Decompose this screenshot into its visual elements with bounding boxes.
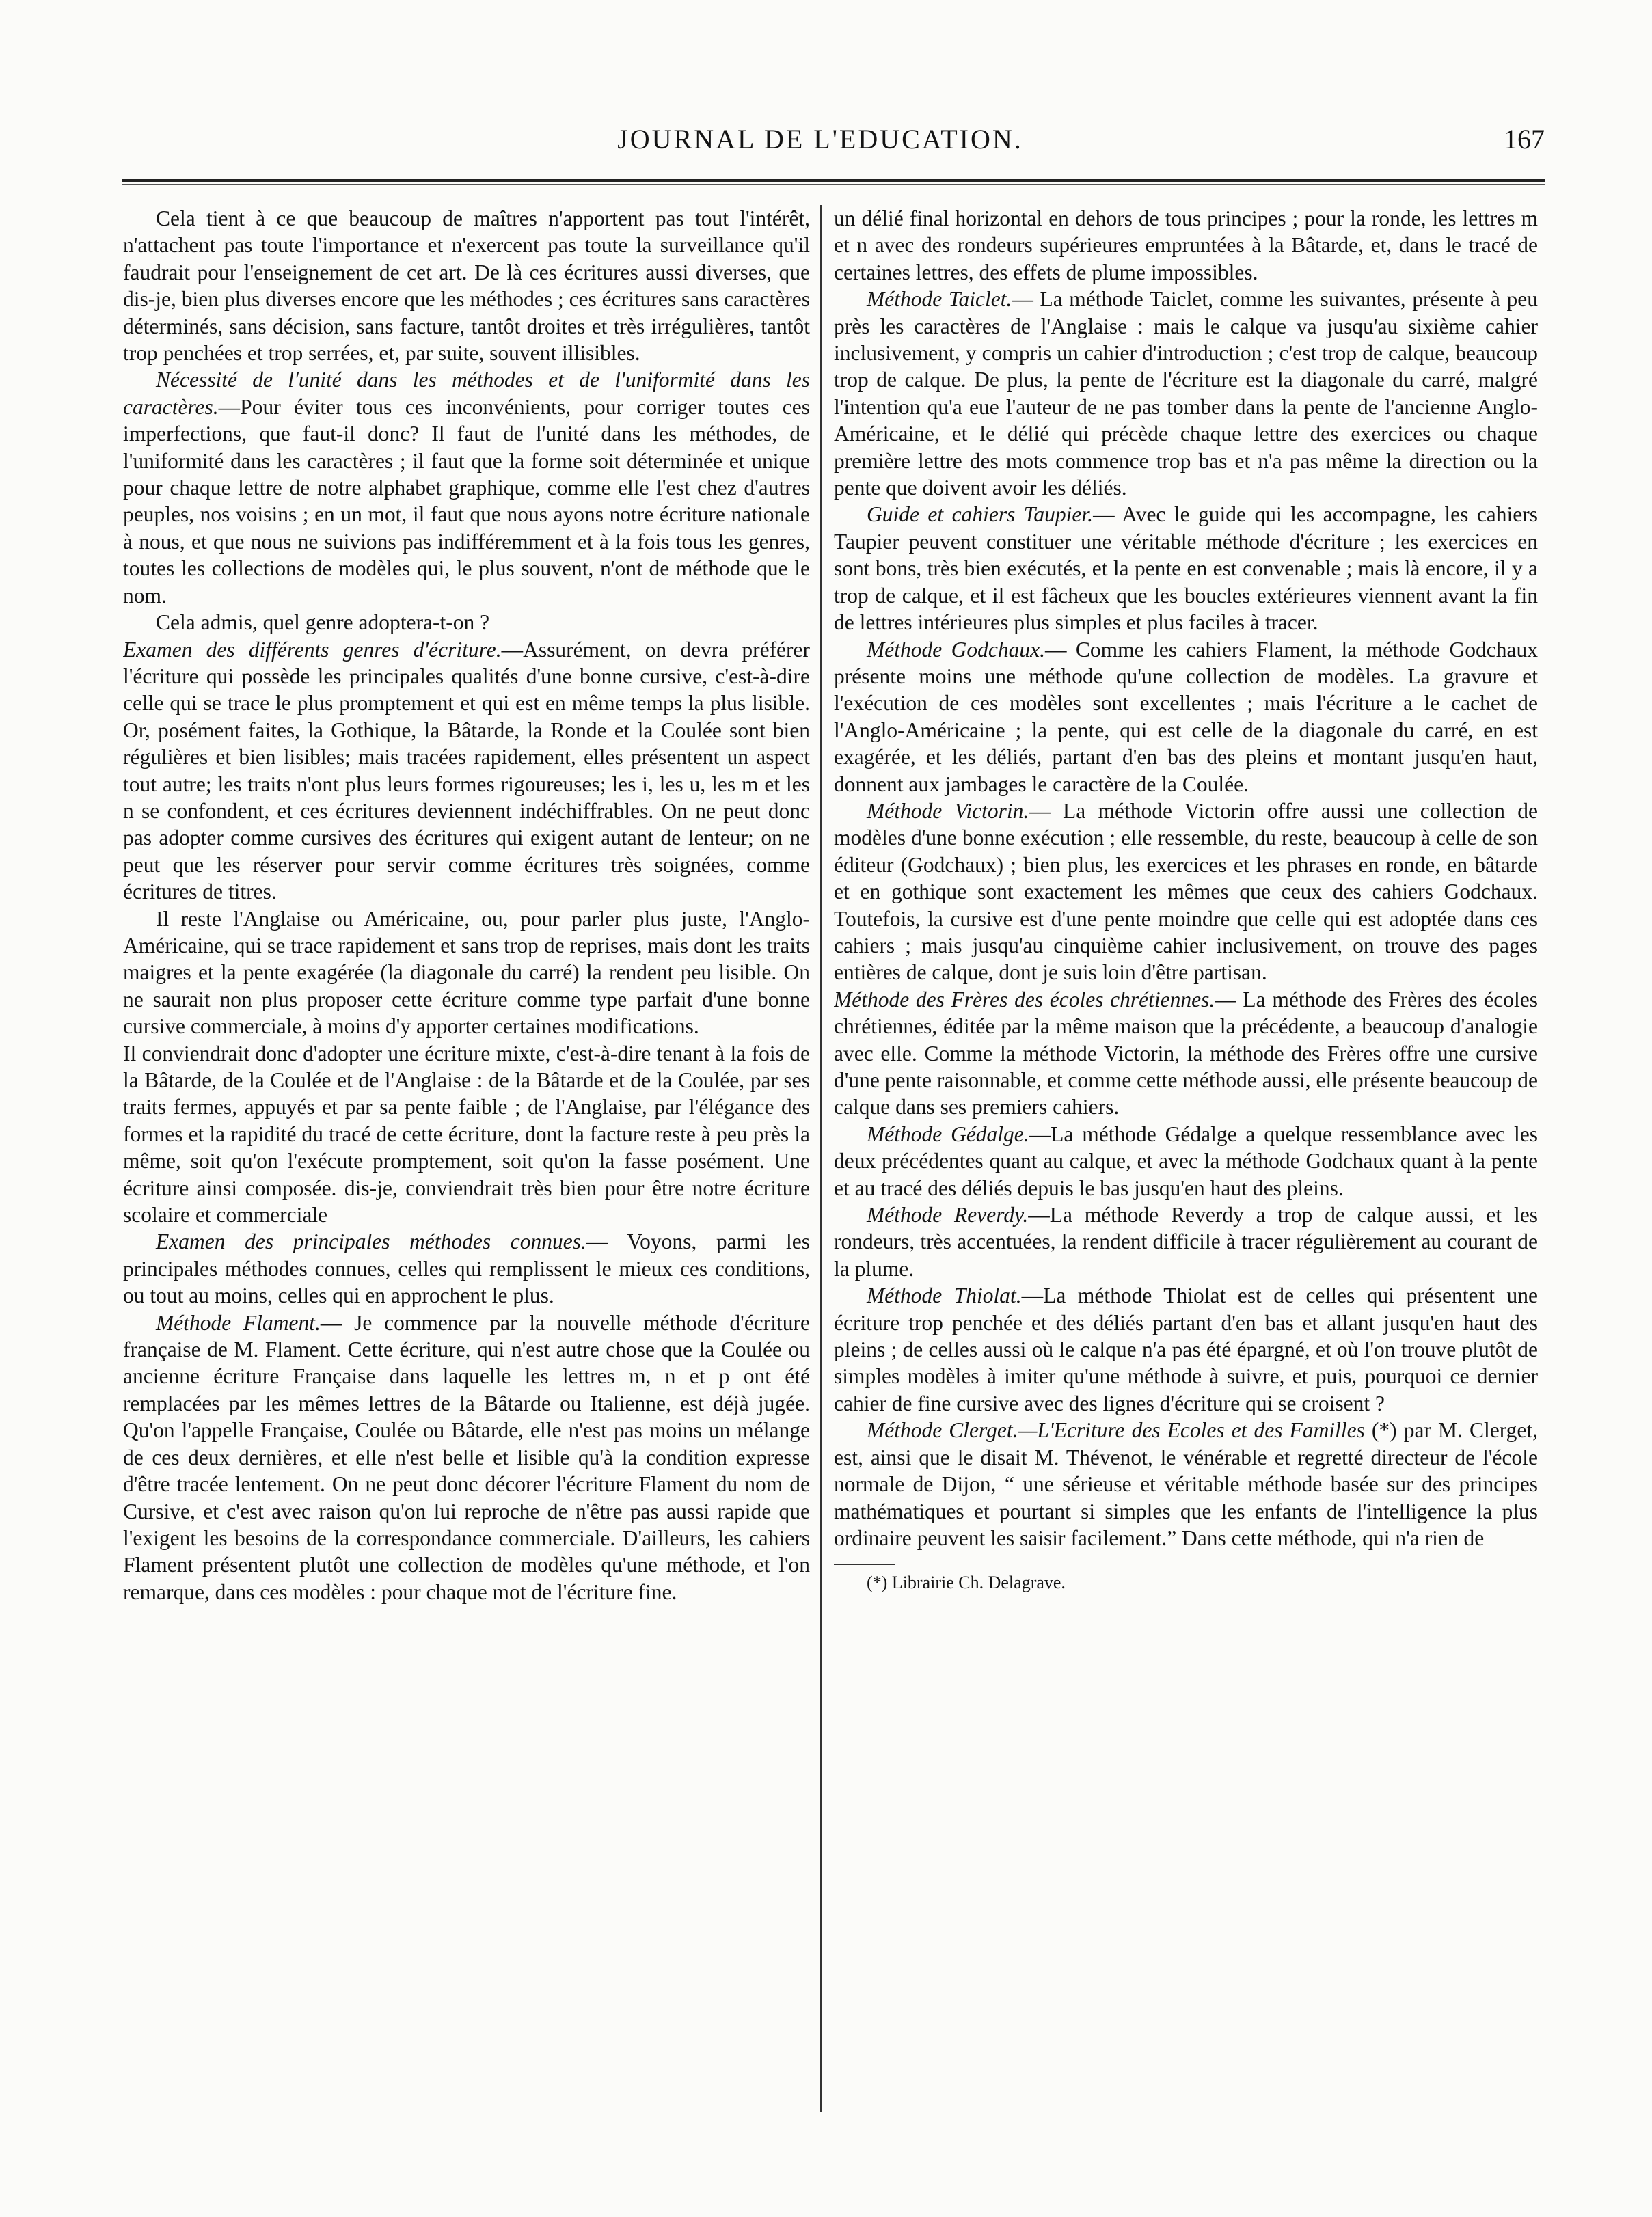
paragraph [123, 366, 810, 609]
paragraph [123, 1309, 810, 1605]
section-heading: Méthode Reverdy. [867, 1203, 1029, 1227]
column-divider [820, 205, 822, 2112]
section-heading: Examen des différents genres d'écriture. [123, 637, 502, 662]
section-heading: Méthode des Frères des écoles chrétiennes. [834, 987, 1215, 1011]
section-heading: Méthode Clerget. [867, 1418, 1018, 1443]
section-heading: Méthode Godchaux. [867, 637, 1045, 662]
paragraph: un délié final horizontal en dehors de tous principes ; pour la ronde, les lettres m et n avec des rondeurs supérieures empruntées à la Bâtarde, et, dans le tracé de certaines lettres, des effets de plume impossibles. [834, 206, 1538, 284]
paragraph-text: — Comme les cahiers Flament, la méthode Godchaux présente moins une méthode qu'une collection de modèles. La gravure et l'exécution de ces modèles sont excellentes ; mais l'écriture a le cachet de l'Anglo-Américaine ; la pente, qui est celle de la diagonale du carré, en est exagérée, et les déliés, partant d'en bas des pleins et montant jusqu'en haut, donnent aux jambages le caractère de la Coulée. [834, 637, 1538, 796]
section-heading: Méthode Victorin. [867, 798, 1029, 823]
paragraph [834, 986, 1538, 1121]
paragraph-text: —Pour éviter tous ces inconvénients, pour corriger toutes ces imperfections, que faut-il donc? Il faut de l'unité dans les méthodes, de l'uniformité dans les caractères ; il faut que la forme soit déterminée et unique pour chaque lettre de notre alphabet graphique, comme elle l'est chez d'autres peuples, nos voisins ; en un mot, il faut que nous ayons notre écriture nationale à nous, et que nous ne suivions pas indifféremment et à la fois tous les genres, toutes les collections de modèles qui, le plus souvent, n'ont de méthode que le nom. [123, 394, 810, 608]
paragraph [834, 1282, 1538, 1417]
paragraph-text: — Voyons, parmi les principales méthodes connues, celles qui remplissent le mieux ces conditions, ou tout au moins, celles qui en approchent le plus. [123, 1229, 810, 1308]
page-header [96, 118, 1545, 165]
section-heading: Méthode Flament. [156, 1310, 321, 1335]
left-column [123, 205, 810, 2132]
paragraph [834, 1417, 1538, 1551]
section-heading: Guide et cahiers Taupier. [867, 502, 1094, 527]
paragraph [834, 636, 1538, 798]
paragraph-text: —La méthode Reverdy a trop de calque aussi, et les rondeurs, très accentuées, la rendent difficile à tracer régulièrement au courant de la plume. [834, 1203, 1538, 1281]
footnote-marker: (*) [1371, 1418, 1397, 1443]
section-heading: Méthode Gédalge. [867, 1121, 1029, 1146]
paragraph: Cela admis, quel genre adoptera-t-on ? [156, 610, 490, 635]
paragraph-text: — La méthode des Frères des écoles chrétiennes, éditée par la même maison que la précédente, a beaucoup d'analogie avec elle. Comme la méthode Victorin, la méthode des Frères offre une cursive d'une pente raisonnable, et comme cette méthode aussi, elle présente beaucoup de calque dans ses premiers cahiers. [834, 987, 1538, 1119]
page-number: 167 [1504, 124, 1545, 154]
paragraph [834, 501, 1538, 636]
paragraph-text: par M. Clerget, est, ainsi que le disait M. Thévenot, le vénérable et regretté directeur de l'école normale de Dijon, “ une sérieuse et véritable méthode basée sur des principes mathématiques et pourtant si simples que les enfants de l'intelligence la plus ordinaire peuvent les saisir facilement.” Dans cette méthode, qui n'a rien de [834, 1418, 1538, 1550]
paragraph-text: —La méthode Thiolat est de celles qui présentent une écriture trop penchée et des déliés partant d'en bas et allant jusqu'en haut des pleins ; de celles aussi où le calque n'a pas été épargné, et où l'on trouve plutôt de simples modèles à imiter qu'une méthode à suivre, et puis, pourquoi ce dernier cahier de fine cursive avec des lignes d'écriture qui se croisent ? [834, 1283, 1538, 1415]
paragraph [123, 1228, 810, 1309]
paragraph: Il reste l'Anglaise ou Américaine, ou, pour parler plus juste, l'Anglo-Américaine, qui se trace rapidement et sans trop de reprises, mais dont les traits maigres et la pente exagérée (la diagonale du carré) la rendent peu lisible. On ne saurait non plus proposer cette écriture comme type parfait d'une bonne cursive commerciale, à moins d'y apporter certaines modifications. [123, 906, 810, 1039]
footnote-rule [834, 1564, 895, 1565]
paragraph [834, 286, 1538, 501]
paragraph-text: — Avec le guide qui les accompagne, les cahiers Taupier peuvent constituer une véritable méthode d'écriture ; les exercices en sont bons, très bien exécutés, et la pente en est convenable ; mais là encore, il y a trop de calque, et il est fâcheux que les boucles extérieures viennent avant la fin de lettres intérieures plus simples et plus faciles à tracer. [834, 502, 1538, 635]
paragraph [834, 1201, 1538, 1282]
running-title: JOURNAL DE L'EDUCATION. [617, 124, 1023, 154]
paragraph [123, 636, 810, 906]
paragraph-text: —La méthode Gédalge a quelque ressemblance avec les deux précédentes quant au calque, et avec la méthode Godchaux quant à la pente et au tracé des déliés depuis le bas jusqu'en haut des pleins. [834, 1121, 1538, 1200]
right-column [834, 205, 1538, 2132]
paragraph-text: — La méthode Taiclet, comme les suivantes, présente à peu près les caractères de l'Anglaise : mais le calque va jusqu'au sixième cahier inclusivement, y compris un cahier d'introduction ; c'est trop de calque, beaucoup trop de calque. De plus, la pente de l'écriture est la diagonale du carré, malgré l'intention qu'a eue l'auteur de ne pas tomber dans la pente de l'ancienne Anglo-Américaine, et le délié qui précède chaque lettre des exercices ou chaque première lettre des mots commence trop bas et n'a pas même la direction ou la pente que doivent avoir les déliés. [834, 287, 1538, 500]
paragraph [834, 1121, 1538, 1201]
section-heading: Méthode Taiclet. [867, 287, 1012, 312]
section-heading: Nécessité de l'unité dans les méthodes et de l'uniformité dans les caractères. [123, 368, 810, 419]
section-heading: Méthode Thiolat. [867, 1283, 1022, 1308]
header-rule [122, 179, 1545, 185]
paragraph-text: —Assurément, on devra préférer l'écriture qui possède les principales qualités d'une bonne cursive, c'est-à-dire celle qui se trace le plus promptement et qui est en même temps la plus lisible. Or, posément faites, la Gothique, la Bâtarde, la Ronde et la Coulée sont bien régulières et bien lisibles; mais tracées rapidement, elles présentent un aspect tout autre; les traits n'ont plus leurs formes rigoureuses; les i, les u, les m et les n se confondent, et ces écritures deviennent indéchiffrables. On ne peut donc pas adopter comme cursives des écritures qui exigent autant de lenteur; on ne peut que les réserver pour servir comme écritures très soignées, comme écritures de titres. [123, 637, 810, 904]
paragraph-text: — Je commence par la nouvelle méthode d'écriture française de M. Flament. Cette écriture, qui n'est autre chose que la Coulée ou ancienne écriture Française dans laquelle les lettres m, n et p ont été remplacées par les mêmes lettres de la Bâtarde ou Italienne, est déjà jugée. Qu'on l'appelle Française, Coulée ou Bâtarde, elle n'est pas moins un mélange de ces deux dernières, et elle n'est belle et lisible qu'à la condition expresse d'être tracée lentement. On ne peut donc décorer l'écriture Flament du nom de Cursive, et c'est avec raison qu'on lui reproche de n'être pas aussi rapide que l'exigent les besoins de la correspondance commerciale. D'ailleurs, les cahiers Flament présentent plutôt une collection de modèles qu'une méthode, et l'on remarque, dans ces modèles : pour chaque mot de l'écriture fine. [123, 1310, 810, 1604]
paragraph: Il conviendrait donc d'adopter une écriture mixte, c'est-à-dire tenant à la fois de la Bâtarde, de la Coulée et de l'Anglaise : de la Bâtarde et de la Coulée, par ses traits fermes, appuyés et par sa pente faible ; de l'Anglaise, par l'élégance des formes et la rapidité du tracé de cette écriture, dont la facture reste à peu près la même, soit qu'on l'exécute promptement, soit qu'on la fasse posément. Une écriture ainsi composée. dis-je, conviendrait très bien pour être notre écriture scolaire et commerciale [123, 1041, 810, 1227]
paragraph: Cela tient à ce que beaucoup de maîtres n'apportent pas tout l'intérêt, n'attachent pas toute l'importance et n'exercent pas toute la surveillance qu'il faudrait pour l'enseignement de cet art. De là ces écritures aussi diverses, que dis-je, bien plus diverses encore que les méthodes ; ces écritures sans caractères déterminés, sans décision, sans facture, tantôt droites et très irrégulières, tantôt trop penchées et trop serrées, et, par suite, souvent illisibles. [123, 206, 810, 366]
book-title: —L'Ecriture des Ecoles et des Familles [1018, 1418, 1365, 1443]
paragraph [834, 798, 1538, 986]
section-heading: Examen des principales méthodes connues. [156, 1229, 586, 1254]
paragraph-text: — La méthode Victorin offre aussi une collection de modèles d'une bonne exécution ; elle ressemble, du reste, beaucoup à celle de son éditeur (Godchaux) ; bien plus, les exercices et les phrases en ronde, en bâtarde et en gothique sont exactement les mêmes que ceux des cahiers Godchaux. Toutefois, la cursive est d'une pente moindre que celle qui est adoptée dans ces cahiers ; mais jusqu'au cinquième cahier inclusivement, on trouve des pages entières de calque, dont je suis loin d'être partisan. [834, 798, 1538, 985]
footnote: (*) Librairie Ch. Delagrave. [867, 1573, 1066, 1593]
